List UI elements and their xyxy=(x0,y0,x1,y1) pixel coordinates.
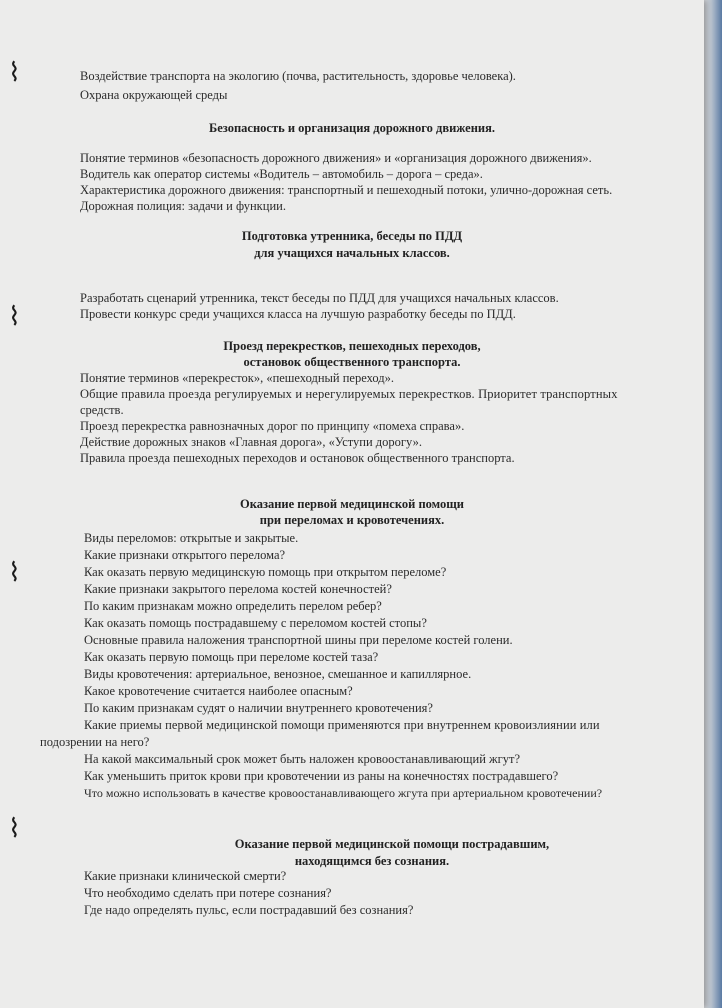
text-line: Основные правила наложения транспортной шины при переломе костей голени. xyxy=(84,633,513,647)
section-heading-fractures-2: при переломах и кровотечениях. xyxy=(259,513,445,527)
text-line: Разработать сценарий утренника, текст беседы по ПДД для учащихся начальных классов. xyxy=(80,291,559,305)
text-line: Характеристика дорожного движения: транспортный и пешеходный потоки, улично-дорожная сеть. xyxy=(80,183,613,197)
text-line: Действие дорожных знаков «Главная дорога», «Уступи дорогу». xyxy=(80,435,422,449)
text-line: средств. xyxy=(80,403,124,417)
text-line: Какие признаки клинической смерти? xyxy=(84,869,287,883)
section-heading-unconscious-2: находящимся без сознания. xyxy=(294,854,450,868)
section-heading-matinee-1: Подготовка утренника, беседы по ПДД xyxy=(241,229,463,243)
section-heading-crossings-1: Проезд перекрестков, пешеходных переходов, xyxy=(223,339,481,353)
text-line: Как оказать первую помощь при переломе костей таза? xyxy=(84,650,379,664)
text-line: Провести конкурс среди учащихся класса на лучшую разработку беседы по ПДД. xyxy=(80,307,516,321)
text-line: Охрана окружающей среды xyxy=(80,88,228,102)
text-line: По каким признакам можно определить перелом ребер? xyxy=(84,599,382,613)
section-heading-crossings-2: остановок общественного транспорта. xyxy=(243,355,461,369)
section-heading-matinee-2: для учащихся начальных классов. xyxy=(254,246,450,260)
text-line: Что можно использовать в качестве кровоостанавливающего жгута при артериальном кровотечении? xyxy=(84,786,603,800)
text-line: Виды кровотечения: артериальное, венозное, смешанное и капиллярное. xyxy=(84,667,472,681)
text-line: Воздействие транспорта на экологию (почва, растительность, здоровье человека). xyxy=(80,69,516,83)
text-line: Как уменьшить приток крови при кровотечении из раны на конечностях пострадавшего? xyxy=(84,769,559,783)
binder-hole-mark: ⌇ xyxy=(8,58,21,87)
text-line: Правила проезда пешеходных переходов и остановок общественного транспорта. xyxy=(80,451,515,465)
text-line: подозрении на него? xyxy=(40,735,150,749)
text-line: Какие признаки открытого перелома? xyxy=(84,548,286,562)
text-line: Какие признаки закрытого перелома костей конечностей? xyxy=(84,582,392,596)
binder-hole-mark: ⌇ xyxy=(8,814,21,843)
text-line: Виды переломов: открытые и закрытые. xyxy=(84,531,299,545)
text-line: Где надо определять пульс, если пострадавший без сознания? xyxy=(84,903,414,917)
section-heading-fractures-1: Оказание первой медицинской помощи xyxy=(239,497,465,511)
text-line: Какое кровотечение считается наиболее опасным? xyxy=(84,684,353,698)
text-line: Проезд перекрестка равнозначных дорог по принципу «помеха справа». xyxy=(80,419,465,433)
text-line: Общие правила проезда регулируемых и нерегулируемых перекрестков. Приоритет транспортных xyxy=(80,387,618,401)
binder-hole-mark: ⌇ xyxy=(8,302,21,331)
text-line: Понятие терминов «перекресток», «пешеходный переход». xyxy=(80,371,395,385)
text-line: Что необходимо сделать при потере сознания? xyxy=(84,886,332,900)
text-line: На какой максимальный срок может быть наложен кровоостанавливающий жгут? xyxy=(84,752,521,766)
text-line: Водитель как оператор системы «Водитель – автомобиль – дорога – среда». xyxy=(80,167,483,181)
binder-hole-mark: ⌇ xyxy=(8,558,21,587)
section-heading-unconscious-1: Оказание первой медицинской помощи пострадавшим, xyxy=(234,837,550,851)
text-line: Как оказать первую медицинскую помощь при открытом переломе? xyxy=(84,565,447,579)
text-line: Дорожная полиция: задачи и функции. xyxy=(80,199,286,213)
text-line: Как оказать помощь пострадавшему с переломом костей стопы? xyxy=(84,616,427,630)
text-line: Какие приемы первой медицинской помощи применяются при внутреннем кровоизлиянии или xyxy=(84,718,600,732)
text-line: Понятие терминов «безопасность дорожного движения» и «организация дорожного движения». xyxy=(80,151,592,165)
text-line: По каким признакам судят о наличии внутреннего кровотечения? xyxy=(84,701,433,715)
section-heading-safety: Безопасность и организация дорожного движения. xyxy=(208,121,496,135)
